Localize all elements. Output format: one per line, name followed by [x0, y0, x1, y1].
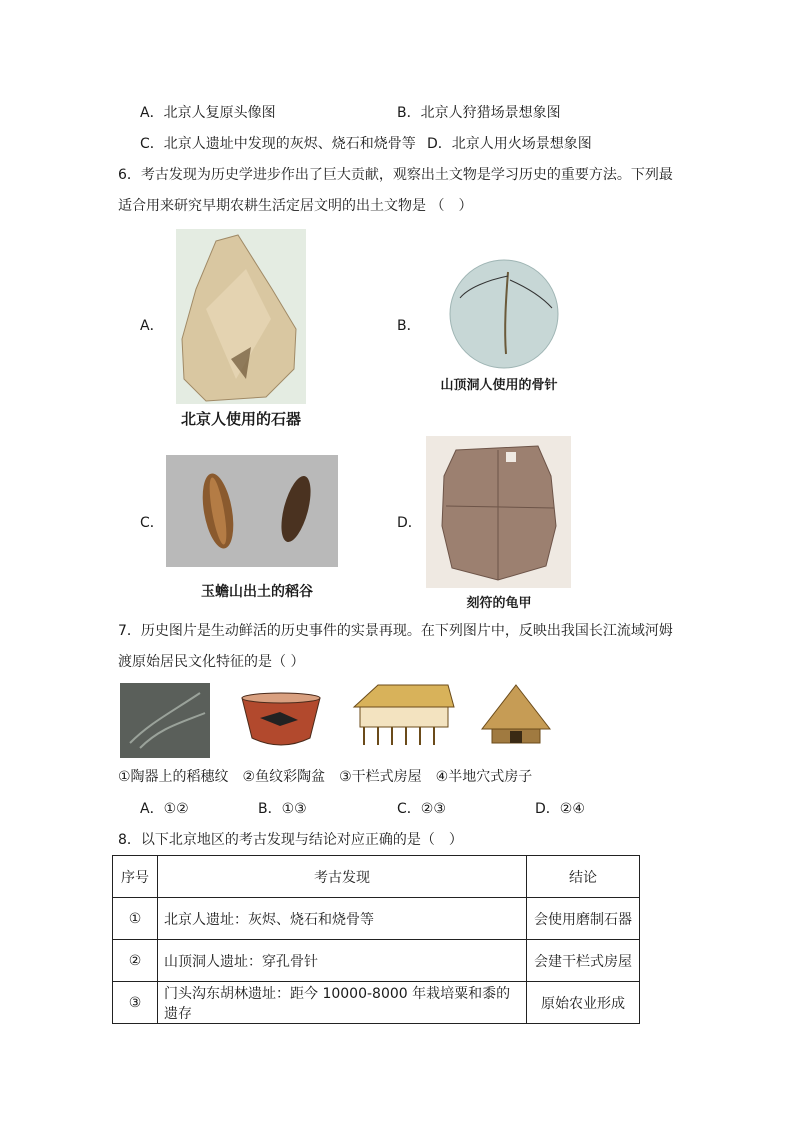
q6-caption-d: 刻符的龟甲: [466, 596, 532, 611]
q7-option-d[interactable]: D．②④: [535, 801, 585, 817]
q6-caption-c: 玉蟾山出土的稻谷: [201, 584, 313, 600]
q5-option-b[interactable]: B．北京人狩猎场景想象图: [397, 105, 561, 121]
q7-option-b[interactable]: B．①③: [258, 801, 307, 817]
table-header-row: [113, 856, 640, 898]
rice-pattern-pottery-image: [120, 683, 210, 758]
q7-option-a[interactable]: A．①②: [140, 801, 189, 817]
q7-option-c[interactable]: C．②③: [397, 801, 446, 817]
q7-stem-line1: 7．历史图片是生动鲜活的历史事件的实景再现。在下列图片中，反映出我国长江流域河姆: [118, 623, 673, 639]
q8-stem: 8．以下北京地区的考古发现与结论对应正确的是（ ）: [118, 832, 463, 848]
q7-image-captions: ①陶器上的稻穗纹 ②鱼纹彩陶盆 ③干栏式房屋 ④半地穴式房子: [118, 769, 533, 785]
q6-option-b-label[interactable]: B．: [397, 318, 421, 334]
q5-option-d[interactable]: D．北京人用火场景想象图: [427, 136, 592, 152]
table-row: [113, 982, 640, 1024]
q5-option-a[interactable]: A．北京人复原头像图: [140, 105, 276, 121]
row-discovery: 山顶洞人遗址：穿孔骨针: [158, 940, 527, 982]
q6-stem-line2: 适合用来研究早期农耕生活定居文明的出土文物是 （ ）: [118, 198, 473, 214]
fish-pattern-basin-image: [240, 690, 322, 752]
q6-stem-line1: 6．考古发现为历史学进步作出了巨大贡献，观察出土文物是学习历史的重要方法。下列最: [118, 167, 673, 183]
q6-option-a-label[interactable]: A．: [140, 318, 164, 334]
header-index: 序号: [113, 856, 158, 898]
row-conclusion: 原始农业形成: [527, 982, 640, 1024]
row-conclusion: 会使用磨制石器: [527, 898, 640, 940]
row-discovery: 北京人遗址：灰烬、烧石和烧骨等: [158, 898, 527, 940]
header-conclusion: 结论: [527, 856, 640, 898]
bone-needle-image: [448, 258, 560, 370]
stilt-house-image: [348, 683, 456, 749]
q8-table: [112, 855, 640, 1024]
stone-tool-image: [176, 229, 306, 404]
q5-option-c[interactable]: C．北京人遗址中发现的灰烬、烧石和烧骨等: [140, 136, 416, 152]
row-index: ②: [113, 940, 158, 982]
table-row: [113, 898, 640, 940]
row-conclusion: 会建干栏式房屋: [527, 940, 640, 982]
q6-caption-a: 北京人使用的石器: [180, 410, 301, 428]
table-row: [113, 940, 640, 982]
semi-subterranean-house-image: [476, 683, 556, 749]
row-index: ③: [113, 982, 158, 1024]
q6-option-c-label[interactable]: C．: [140, 515, 164, 531]
q7-stem-line2: 渡原始居民文化特征的是（ ）: [118, 654, 305, 670]
row-index: ①: [113, 898, 158, 940]
header-discovery: 考古发现: [158, 856, 527, 898]
row-discovery: 门头沟东胡林遗址：距今 10000-8000 年栽培粟和黍的遗存: [158, 982, 527, 1024]
q6-option-d-label[interactable]: D．: [397, 515, 422, 531]
rice-grain-image: [166, 455, 338, 567]
tortoise-shell-image: [426, 436, 571, 588]
q6-caption-b: 山顶洞人使用的骨针: [440, 378, 558, 393]
